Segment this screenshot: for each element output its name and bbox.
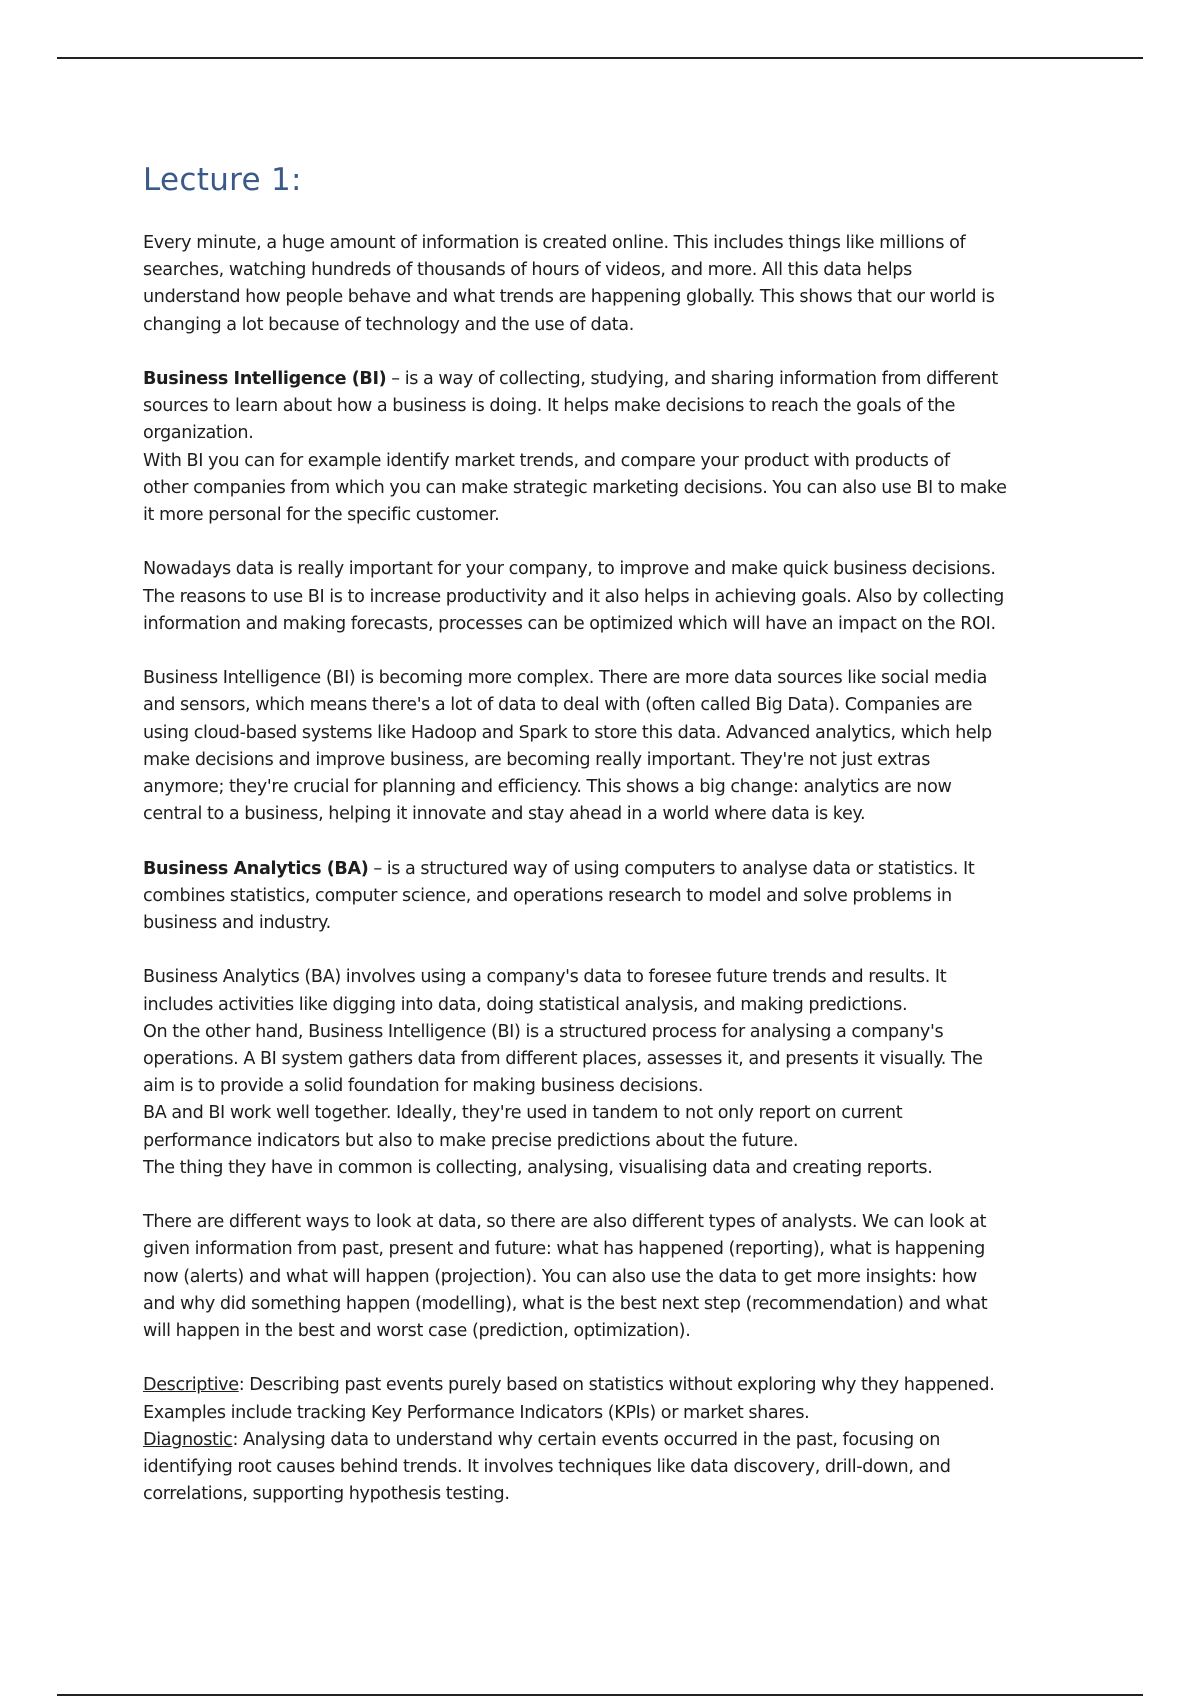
ba-definition-text: – is a structured way of using computers to analyse data or statistics. It xyxy=(368,858,975,879)
text-line: identifying root causes behind trends. It involves techniques like data discovery, drill-down, and xyxy=(143,1457,951,1478)
text-line: On the other hand, Business Intelligence (BI) is a structured process for analysing a company's xyxy=(143,1021,944,1042)
footer-rule xyxy=(57,1694,1143,1696)
text-line: Nowadays data is really important for your company, to improve and make quick business decisions. xyxy=(143,559,996,580)
ba-bi-comparison-paragraph xyxy=(143,964,1063,1182)
text-line: sources to learn about how a business is doing. It helps make decisions to reach the goals of the xyxy=(143,396,956,417)
text-line: There are different ways to look at data, so there are also different types of analysts. We can look at xyxy=(143,1212,987,1233)
text-line: includes activities like digging into data, doing statistical analysis, and making predictions. xyxy=(143,994,908,1015)
text-line xyxy=(143,856,1063,883)
text-line: business and industry. xyxy=(143,913,331,934)
descriptive-term: Descriptive xyxy=(143,1375,239,1396)
text-line: using cloud-based systems like Hadoop and Spark to store this data. Advanced analytics, which help xyxy=(143,722,992,743)
text-line: understand how people behave and what trends are happening globally. This shows that our world is xyxy=(143,287,995,308)
data-importance-paragraph xyxy=(143,556,1063,638)
text-line: and sensors, which means there's a lot of data to deal with (often called Big Data). Companies are xyxy=(143,695,973,716)
analytics-types-paragraph xyxy=(143,1372,1063,1508)
text-line: given information from past, present and future: what has happened (reporting), what is happening xyxy=(143,1239,985,1260)
text-line: performance indicators but also to make precise predictions about the future. xyxy=(143,1130,799,1151)
text-line: it more personal for the specific customer. xyxy=(143,505,500,526)
text-line: Every minute, a huge amount of information is created online. This includes things like millions of xyxy=(143,233,966,253)
bi-definition-text: – is a way of collecting, studying, and sharing information from different xyxy=(386,369,998,389)
text-line: will happen in the best and worst case (prediction, optimization). xyxy=(143,1321,691,1342)
bi-definition-paragraph xyxy=(143,366,1063,529)
descriptive-text: : Describing past events purely based on statistics without exploring why they happened. xyxy=(238,1375,995,1396)
text-line: The reasons to use BI is to increase productivity and it also helps in achieving goals. Also by collecting xyxy=(143,586,1004,607)
text-line: aim is to provide a solid foundation for making business decisions. xyxy=(143,1076,704,1097)
text-line: anymore; they're crucial for planning and efficiency. This shows a big change: analytics are now xyxy=(143,777,952,798)
text-line xyxy=(143,1427,1063,1454)
text-line: Examples include tracking Key Performance Indicators (KPIs) or market shares. xyxy=(143,1402,810,1423)
text-line: and why did something happen (modelling), what is the best next step (recommendation) and what xyxy=(143,1293,988,1314)
text-line: combines statistics, computer science, and operations research to model and solve problems in xyxy=(143,885,952,906)
text-line: changing a lot because of technology and the use of data. xyxy=(143,314,634,335)
text-line: other companies from which you can make strategic marketing decisions. You can also use BI to make xyxy=(143,477,1007,498)
ba-definition-paragraph xyxy=(143,856,1063,938)
text-line: now (alerts) and what will happen (projection). You can also use the data to get more insights: how xyxy=(143,1266,977,1287)
text-line xyxy=(143,366,1063,393)
diagnostic-text: : Analysing data to understand why certain events occurred in the past, focusing on xyxy=(232,1429,941,1450)
diagnostic-term: Diagnostic xyxy=(143,1429,233,1450)
bi-complexity-paragraph xyxy=(143,665,1063,828)
text-line: correlations, supporting hypothesis testing. xyxy=(143,1484,510,1505)
text-line: make decisions and improve business, are becoming really important. They're not just extras xyxy=(143,749,931,770)
text-line: Business Intelligence (BI) is becoming more complex. There are more data sources like social media xyxy=(143,668,988,689)
text-line: information and making forecasts, processes can be optimized which will have an impact on the ROI. xyxy=(143,613,996,634)
text-line: operations. A BI system gathers data from different places, assesses it, and presents it visually. The xyxy=(143,1049,983,1070)
text-line: The thing they have in common is collecting, analysing, visualising data and creating reports. xyxy=(143,1157,933,1178)
text-line: With BI you can for example identify market trends, and compare your product with products of xyxy=(143,450,950,471)
text-line: Business Analytics (BA) involves using a company's data to foresee future trends and results. It xyxy=(143,967,947,988)
ba-term: Business Analytics (BA) xyxy=(143,858,369,879)
text-line: searches, watching hundreds of thousands of hours of videos, and more. All this data helps xyxy=(143,260,912,281)
page-title: Lecture 1: xyxy=(143,162,302,198)
intro-paragraph xyxy=(143,230,1063,339)
analyst-types-paragraph xyxy=(143,1209,1063,1345)
text-line xyxy=(143,1372,1063,1399)
header-rule xyxy=(57,57,1143,59)
text-line: organization. xyxy=(143,423,254,444)
text-line: central to a business, helping it innovate and stay ahead in a world where data is key. xyxy=(143,804,866,825)
document-body xyxy=(143,160,1063,1536)
text-line: BA and BI work well together. Ideally, they're used in tandem to not only report on current xyxy=(143,1103,903,1124)
bi-term: Business Intelligence (BI) xyxy=(143,369,387,389)
